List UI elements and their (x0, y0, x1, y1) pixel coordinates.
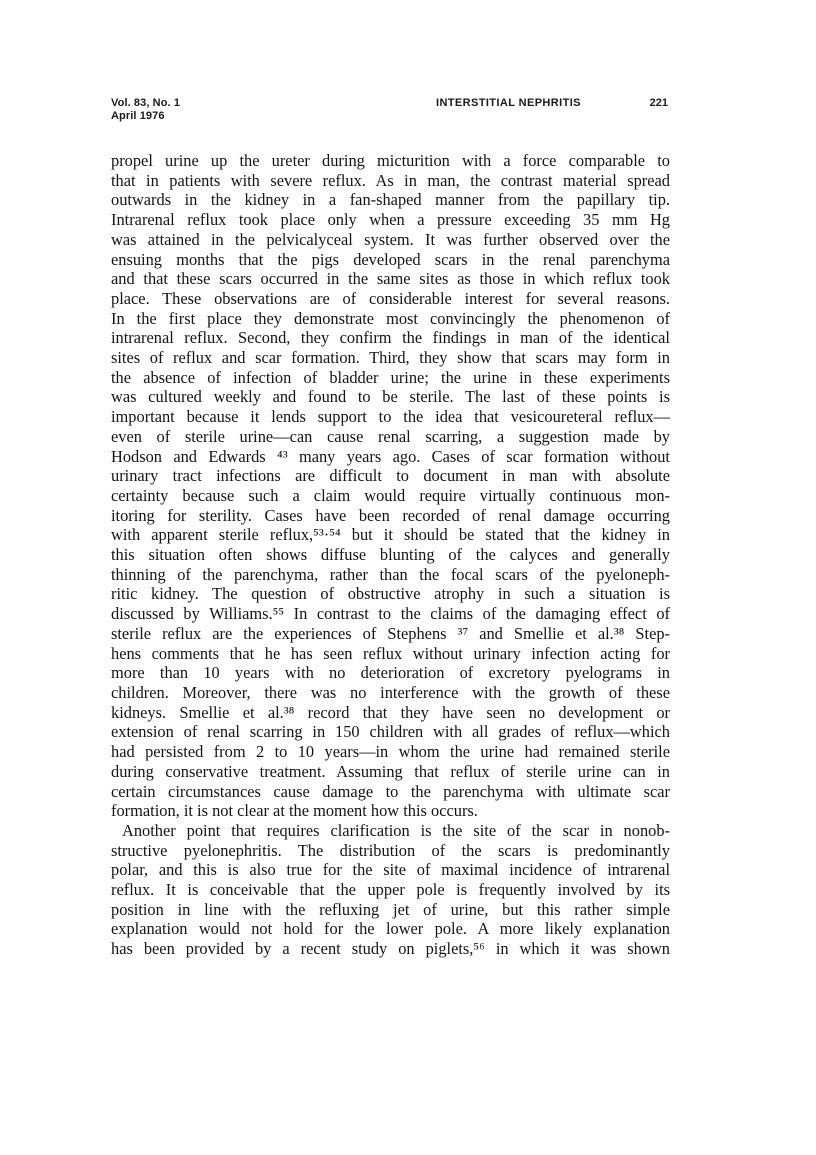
text-line: intrarenal reflux. Second, they confirm the findings in man of the identical (111, 328, 670, 348)
text-line: itoring for sterility. Cases have been recorded of renal damage occurring (111, 505, 670, 525)
text-line: place. These observations are of considerable interest for several reasons. (111, 288, 670, 308)
text-line: Intrarenal reflux took place only when a pressure exceeding 35 mm Hg (111, 210, 670, 230)
text-line: explanation would not hold for the lower pole. A more likely explanation (111, 919, 670, 939)
text-line: and that these scars occurred in the same sites as those in which reflux took (111, 269, 670, 289)
text-line: this situation often shows diffuse blunting of the calyces and generally (111, 545, 670, 565)
text-line: that in patients with severe reflux. As in man, the contrast material spread (111, 170, 670, 190)
header-running-title-block (436, 97, 680, 110)
text-line: discussed by Williams.⁵⁵ In contrast to the claims of the damaging effect of (111, 604, 670, 624)
text-line: Another point that requires clarification is the site of the scar in nonob- (122, 820, 670, 840)
text-line: Hodson and Edwards ⁴³ many years ago. Cases of scar formation without (111, 446, 670, 466)
text-line: certain circumstances cause damage to the parenchyma with ultimate scar (111, 781, 670, 801)
text-line: urinary tract infections are difficult to document in man with absolute (111, 466, 670, 486)
body-text (111, 151, 670, 959)
text-line: even of sterile urine—can cause renal scarring, a suggestion made by (111, 426, 670, 446)
text-line: In the first place they demonstrate most convincingly the phenomenon of (111, 308, 670, 328)
text-line: position in line with the refluxing jet of urine, but this rather simple (111, 899, 670, 919)
text-line: kidneys. Smellie et al.³⁸ record that they have seen no development or (111, 702, 670, 722)
text-line: polar, and this is also true for the site of maximal incidence of intrarenal (111, 860, 670, 880)
text-line: outwards in the kidney in a fan-shaped manner from the papillary tip. (111, 190, 670, 210)
text-line: reflux. It is conceivable that the upper pole is frequently involved by its (111, 880, 670, 900)
text-line: has been provided by a recent study on piglets,⁵⁶ in which it was shown (111, 939, 670, 959)
text-line: more than 10 years with no deterioration of excretory pyelograms in (111, 663, 670, 683)
page-number: 221 (649, 97, 668, 109)
text-line: thinning of the parenchyma, rather than the focal scars of the pyeloneph- (111, 564, 670, 584)
text-line: with apparent sterile reflux,⁵³·⁵⁴ but it should be stated that the kidney in (111, 525, 670, 545)
text-line: formation, it is not clear at the moment how this occurs. (111, 801, 478, 821)
text-line: had persisted from 2 to 10 years—in whom the urine had remained sterile (111, 742, 670, 762)
text-line: children. Moreover, there was no interference with the growth of these (111, 682, 670, 702)
text-line: propel urine up the ureter during micturition with a force comparable to (111, 151, 670, 170)
header-issue-info (111, 97, 180, 123)
text-line: extension of renal scarring in 150 children with all grades of reflux—which (111, 722, 670, 742)
text-line: ensuing months that the pigs developed scars in the renal parenchyma (111, 249, 670, 269)
text-line: sites of reflux and scar formation. Third, they show that scars may form in (111, 348, 670, 368)
volume-label: Vol. 83, No. 1 (111, 97, 181, 109)
text-line: ritic kidney. The question of obstructive atrophy in such a situation is (111, 584, 670, 604)
text-line: sterile reflux are the experiences of Stephens ³⁷ and Smellie et al.³⁸ Step- (111, 623, 670, 643)
text-line: was cultured weekly and found to be sterile. The last of these points is (111, 387, 670, 407)
issue-date: April 1976 (111, 110, 165, 122)
text-line: was attained in the pelvicalyceal system. It was further observed over the (111, 229, 670, 249)
text-line: hens comments that he has seen reflux without urinary infection acting for (111, 643, 670, 663)
text-line: important because it lends support to the idea that vesicoureteral reflux— (111, 407, 670, 427)
text-line: certainty because such a claim would require virtually continuous mon- (111, 485, 670, 505)
text-line: the absence of infection of bladder urine; the urine in these experiments (111, 367, 670, 387)
running-title: INTERSTITIAL NEPHRITIS (436, 97, 581, 109)
text-line: during conservative treatment. Assuming that reflux of sterile urine can in (111, 761, 670, 781)
text-line: structive pyelonephritis. The distribution of the scars is predominantly (111, 840, 670, 860)
